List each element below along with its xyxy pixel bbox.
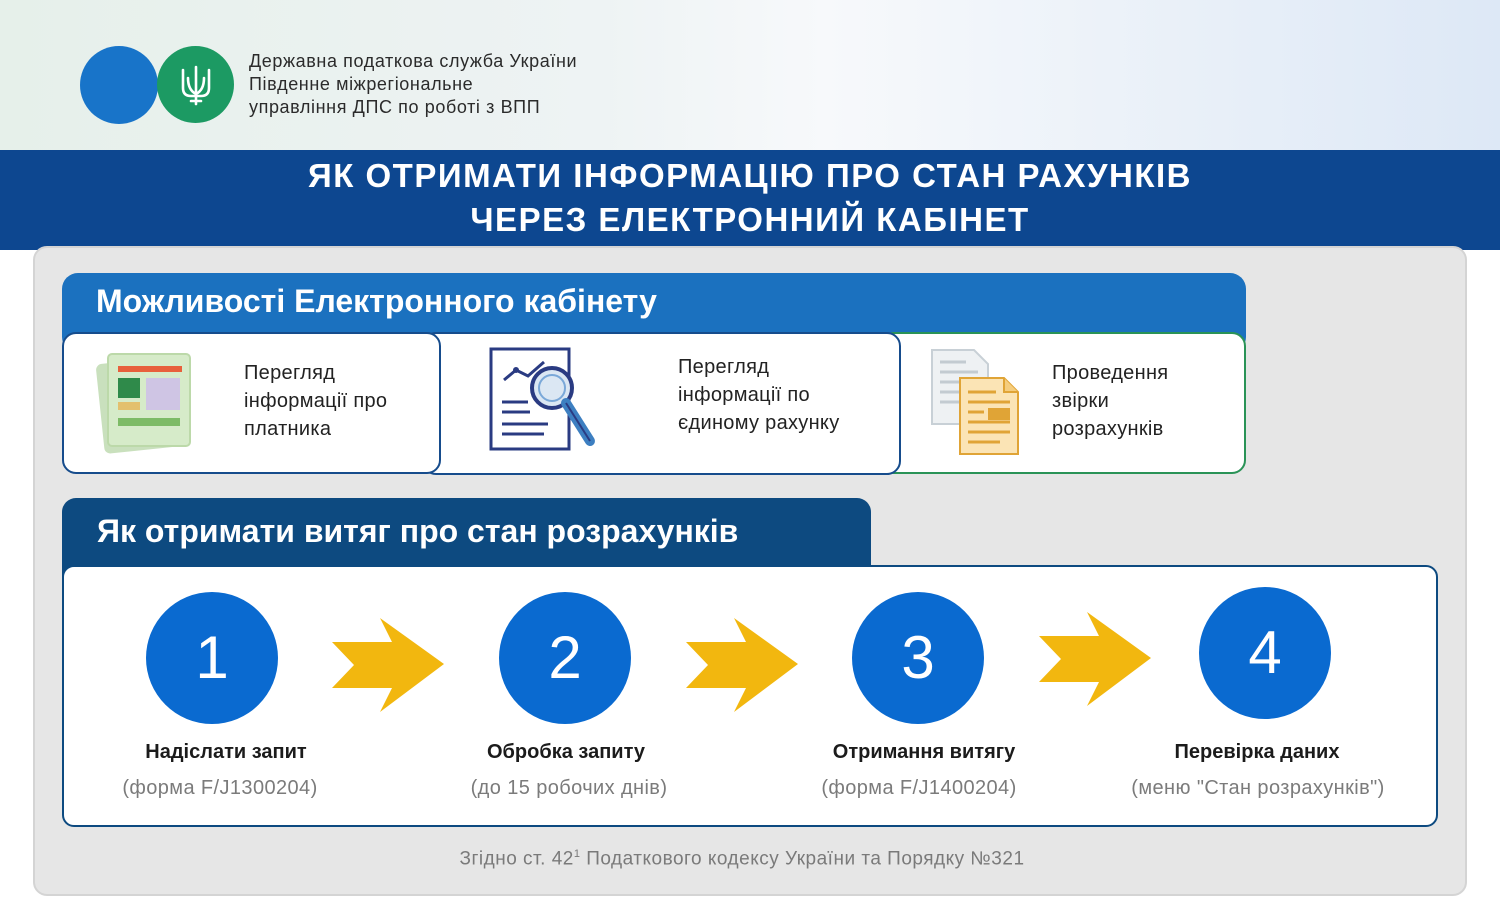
feature-card-2-line-3: єдиному рахунку [678, 412, 840, 434]
org-line-3: управління ДПС по роботі з ВПП [249, 97, 541, 117]
page-title-line-1: ЯК ОТРИМАТИ ІНФОРМАЦІЮ ПРО СТАН РАХУНКІВ [307, 157, 1193, 194]
feature-card-1-line-1: Перегляд [244, 362, 336, 384]
footnote-superscript: 1 [573, 848, 581, 860]
feature-card-3-text [1052, 359, 1168, 443]
feature-card-reconciliation [880, 332, 1246, 474]
step-2-circle: 2 [499, 592, 631, 724]
feature-card-3-line-1: Проведення [1052, 362, 1169, 384]
step-4-subtitle: (меню "Стан розрахунків") [1131, 777, 1385, 799]
feature-card-1-line-3: платника [244, 418, 332, 440]
step-1-circle: 1 [146, 592, 278, 724]
feature-card-single-account [422, 332, 901, 475]
organization-name [249, 50, 577, 119]
legal-footnote [0, 848, 1484, 870]
step-4-circle: 4 [1199, 587, 1331, 719]
feature-card-3-line-3: розрахунків [1052, 418, 1164, 440]
feature-card-payer-info [62, 332, 441, 474]
org-line-2: Південне міжрегіональне [249, 74, 474, 94]
feature-card-1-text [244, 359, 387, 443]
document-search-icon [488, 346, 600, 456]
arrow-right-icon [332, 618, 444, 714]
payer-info-icon [96, 348, 196, 454]
step-3-subtitle: (форма F/J1400204) [821, 777, 1017, 799]
step-1-title: Надіслати запит [145, 741, 307, 763]
page-title [0, 150, 1500, 250]
footnote-text-end: Податкового кодексу України та Порядку №321 [580, 848, 1025, 870]
trident-icon [179, 64, 213, 106]
feature-card-2-line-2: інформації по [678, 384, 810, 406]
features-title: Можливості Електронного кабінету [96, 283, 657, 319]
footnote-text-start: Згідно ст. 42 [459, 848, 574, 870]
arrow-right-icon [686, 618, 798, 714]
feature-card-1-line-2: інформації про [244, 390, 388, 412]
logo-blue-circle [80, 46, 158, 124]
step-2-title: Обробка запиту [487, 741, 645, 763]
feature-card-2-text [678, 353, 840, 437]
org-line-1: Державна податкова служба України [249, 51, 578, 71]
step-4-title: Перевірка даних [1174, 741, 1340, 763]
feature-card-3-line-2: звірки [1052, 390, 1110, 412]
feature-card-2-line-1: Перегляд [678, 356, 770, 378]
arrow-right-icon [1039, 612, 1151, 708]
step-3-circle: 3 [852, 592, 984, 724]
page-title-line-2: ЧЕРЕЗ ЕЛЕКТРОННИЙ КАБІНЕТ [470, 201, 1030, 238]
step-3-title: Отримання витягу [832, 741, 1016, 763]
logo-green-circle [157, 46, 234, 123]
step-2-subtitle: (до 15 робочих днів) [470, 777, 668, 799]
step-1-subtitle: (форма F/J1300204) [122, 777, 318, 799]
documents-reconciliation-icon [930, 348, 1022, 458]
steps-title: Як отримати витяг про стан розрахунків [97, 513, 739, 549]
